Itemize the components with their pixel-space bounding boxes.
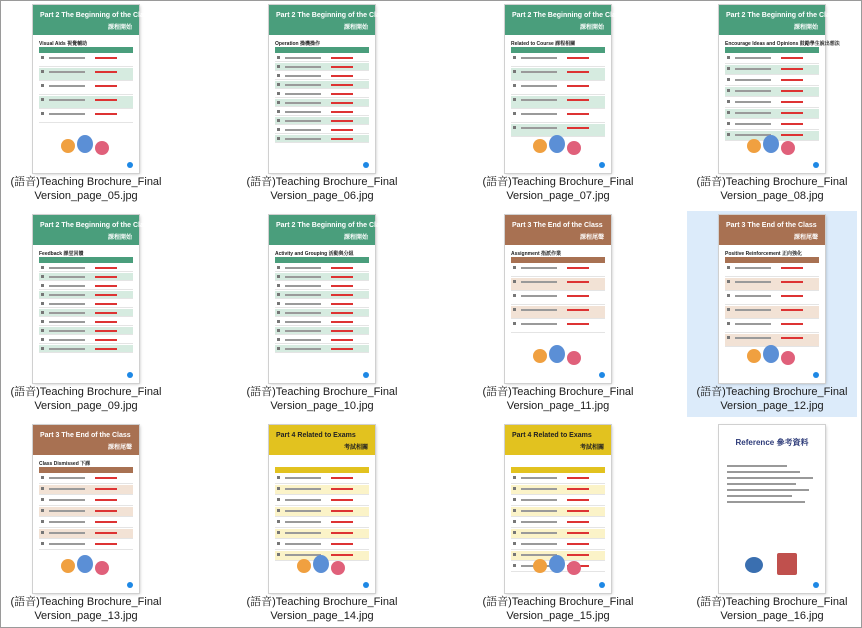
thumbnail-table-row	[275, 135, 369, 143]
page-badge-icon	[127, 162, 133, 168]
thumbnail-part-subtitle: 課程開始	[343, 235, 368, 241]
file-name-line1: (語音)Teaching Brochure_Final	[482, 596, 634, 608]
thumbnail-header	[269, 425, 375, 455]
thumbnail-table-row	[275, 117, 369, 125]
thumbnail-table	[511, 47, 605, 138]
file-name-line1: (語音)Teaching Brochure_Final	[696, 596, 848, 608]
thumbnail-table-row	[39, 54, 133, 67]
thumbnail-table-row	[275, 485, 369, 495]
thumbnail-title: Reference 參考資料	[735, 438, 809, 447]
thumbnail-part-title: Part 4 Related to Exams	[512, 432, 592, 439]
thumbnail-part-title: Part 2 The Beginning of the Class	[40, 222, 152, 229]
file-thumbnail[interactable]	[33, 5, 152, 173]
page-badge-icon	[363, 372, 369, 378]
thumbnail-table-row	[39, 336, 133, 344]
file-item[interactable]	[237, 211, 407, 417]
file-thumbnail[interactable]	[269, 425, 375, 593]
thumbnail-table-row	[275, 81, 369, 89]
thumbnail-header	[33, 425, 139, 455]
thumbnail-illustration	[57, 131, 115, 161]
thumbnail-table-row	[39, 82, 133, 95]
thumbnail-table-row	[39, 291, 133, 299]
file-thumbnail[interactable]	[269, 5, 388, 173]
file-name-line1: (語音)Teaching Brochure_Final	[246, 176, 398, 188]
thumbnail-header	[33, 215, 152, 245]
thumbnail-table-row	[275, 300, 369, 308]
file-item[interactable]	[1, 421, 171, 627]
file-name-label[interactable]	[237, 385, 407, 413]
thumbnail-table-header	[39, 47, 133, 53]
thumbnail-part-subtitle: 考試相關	[579, 445, 604, 451]
thumbnail-table-row	[511, 306, 605, 319]
thumbnail-table	[511, 257, 605, 334]
thumbnail-table-row	[275, 540, 369, 550]
page-badge-icon	[127, 582, 133, 588]
file-thumbnail[interactable]	[269, 215, 388, 383]
file-name-line1: (語音)Teaching Brochure_Final	[246, 386, 398, 398]
thumbnail-table-row	[275, 474, 369, 484]
thumbnail-text-lines	[727, 465, 817, 507]
thumbnail-table-row	[725, 120, 819, 130]
thumbnail-table-row	[275, 507, 369, 517]
file-name-line1: (語音)Teaching Brochure_Final	[482, 176, 634, 188]
thumbnail-header	[269, 215, 388, 245]
thumbnail-table-row	[275, 264, 369, 272]
thumbnail-table-row	[39, 496, 133, 506]
file-name-line2: Version_page_12.jpg	[720, 400, 824, 412]
file-name-line2: Version_page_11.jpg	[506, 400, 610, 412]
thumbnail-table-row	[275, 282, 369, 290]
thumbnail-table-row	[275, 496, 369, 506]
file-thumbnail[interactable]	[719, 425, 825, 593]
thumbnail-table-row	[511, 278, 605, 291]
page-badge-icon	[813, 162, 819, 168]
thumbnail-table-row	[39, 518, 133, 528]
thumbnail-table-row	[39, 273, 133, 281]
thumbnail-table	[39, 47, 133, 124]
thumbnail-table-row	[511, 82, 605, 95]
thumbnail-table-row	[275, 63, 369, 71]
thumbnail-illustration	[529, 131, 587, 161]
file-name-label[interactable]	[237, 595, 407, 623]
thumbnail-table-header	[511, 47, 605, 53]
thumbnail-table-row	[511, 496, 605, 506]
file-name-line1: (語音)Teaching Brochure_Final	[696, 386, 848, 398]
thumbnail-table-header	[275, 47, 369, 53]
file-item[interactable]	[1, 211, 171, 417]
file-name-label[interactable]	[1, 385, 171, 413]
thumbnail-table-row	[725, 87, 819, 97]
file-name-label[interactable]	[1, 595, 171, 623]
thumbnail-part-subtitle: 課程開始	[343, 25, 368, 31]
thumbnail-table-row	[275, 529, 369, 539]
thumbnail-table-header	[511, 257, 605, 263]
thumbnail-part-subtitle: 課程開始	[579, 25, 604, 31]
thumbnail-table-row	[39, 507, 133, 517]
thumbnail-illustration	[57, 551, 115, 581]
thumbnail-header	[269, 5, 388, 35]
file-thumbnail[interactable]	[33, 215, 152, 383]
file-name-line1: (語音)Teaching Brochure_Final	[482, 386, 634, 398]
thumbnail-illustration	[743, 341, 801, 371]
thumbnail-table-row	[275, 318, 369, 326]
thumbnail-table-row	[39, 68, 133, 81]
page-badge-icon	[599, 162, 605, 168]
thumbnail-table-row	[39, 345, 133, 353]
file-name-label[interactable]	[237, 175, 407, 203]
thumbnail-section-title: Operation 操機操作	[275, 41, 321, 47]
page-badge-icon	[813, 582, 819, 588]
thumbnail-table	[275, 257, 369, 354]
file-item[interactable]	[687, 421, 857, 627]
thumbnail-table-row	[275, 99, 369, 107]
thumbnail-part-subtitle: 課程尾聲	[793, 235, 818, 241]
file-name-label[interactable]	[473, 175, 643, 203]
file-item[interactable]	[473, 421, 643, 627]
thumbnail-table-row	[725, 54, 819, 64]
thumbnail-table	[275, 47, 369, 144]
thumbnail-table-row	[39, 540, 133, 550]
thumbnail-table-header	[511, 467, 605, 473]
page-badge-icon	[363, 162, 369, 168]
thumbnail-table-row	[511, 540, 605, 550]
thumbnail-table-row	[275, 327, 369, 335]
file-grid	[1, 1, 861, 627]
page-badge-icon	[599, 582, 605, 588]
thumbnail-section-title: Feedback 課堂回饋	[39, 251, 84, 257]
thumbnail-part-title: Part 2 The Beginning of the Class	[276, 12, 388, 19]
thumbnail-table-row	[275, 108, 369, 116]
page-badge-icon	[127, 372, 133, 378]
thumbnail-table-row	[275, 309, 369, 317]
thumbnail-table-header	[39, 467, 133, 473]
thumbnail-part-subtitle: 課程開始	[107, 25, 132, 31]
file-name-label[interactable]	[1, 175, 171, 203]
thumbnail-table-row	[511, 110, 605, 123]
thumbnail-table-row	[39, 96, 133, 109]
thumbnail-header	[505, 5, 624, 35]
file-item[interactable]	[473, 1, 643, 207]
thumbnail-table-row	[275, 90, 369, 98]
file-name-line2: Version_page_13.jpg	[34, 610, 138, 622]
file-name-label[interactable]	[687, 595, 857, 623]
file-name-line2: Version_page_05.jpg	[34, 190, 138, 202]
file-name-line2: Version_page_10.jpg	[270, 400, 374, 412]
thumbnail-table-row	[39, 474, 133, 484]
thumbnail-section-title: Encourage Ideas and Opinions 鼓勵學生說出想法	[725, 41, 840, 47]
thumbnail-table-row	[39, 110, 133, 123]
thumbnail-table-header	[275, 257, 369, 263]
thumbnail-table-row	[275, 336, 369, 344]
thumbnail-table-row	[511, 518, 605, 528]
thumbnail-table-row	[39, 282, 133, 290]
file-thumbnail[interactable]	[719, 5, 840, 173]
thumbnail-header	[33, 5, 152, 35]
thumbnail-part-subtitle: 課程開始	[107, 235, 132, 241]
file-name-line2: Version_page_09.jpg	[34, 400, 138, 412]
thumbnail-part-title: Part 3 The End of the Class	[40, 432, 131, 439]
thumbnail-section-title: Assignment 指派作業	[511, 251, 562, 257]
file-name-line1: (語音)Teaching Brochure_Final	[10, 386, 162, 398]
thumbnail-illustration	[743, 551, 801, 581]
thumbnail-illustration	[529, 341, 587, 371]
thumbnail-table	[39, 257, 133, 354]
thumbnail-table-row	[511, 529, 605, 539]
thumbnail-table	[275, 467, 369, 562]
thumbnail-table	[725, 257, 819, 348]
thumbnail-section-title: Positive Reinforcement 正向強化	[725, 251, 802, 257]
thumbnail-table-row	[725, 278, 819, 291]
thumbnail-table-header	[39, 257, 133, 263]
thumbnail-table-row	[275, 126, 369, 134]
file-item[interactable]	[237, 421, 407, 627]
file-thumbnail[interactable]	[505, 215, 611, 383]
thumbnail-table-header	[725, 47, 819, 53]
file-name-line1: (語音)Teaching Brochure_Final	[696, 176, 848, 188]
thumbnail-table-row	[511, 264, 605, 277]
thumbnail-table	[39, 467, 133, 551]
file-name-label[interactable]	[687, 175, 857, 203]
thumbnail-table-row	[725, 76, 819, 86]
thumbnail-table-row	[39, 300, 133, 308]
thumbnail-table-row	[511, 54, 605, 67]
file-name-line2: Version_page_14.jpg	[270, 610, 374, 622]
thumbnail-table-row	[511, 507, 605, 517]
file-name-line2: Version_page_15.jpg	[506, 610, 610, 622]
thumbnail-table-row	[39, 318, 133, 326]
thumbnail-table-row	[725, 292, 819, 305]
thumbnail-table-row	[275, 72, 369, 80]
thumbnail-table	[725, 47, 819, 142]
thumbnail-table-row	[725, 264, 819, 277]
thumbnail-table-row	[511, 68, 605, 81]
thumbnail-table-row	[39, 327, 133, 335]
thumbnail-table-row	[275, 54, 369, 62]
thumbnail-table-row	[725, 98, 819, 108]
thumbnail-part-title: Part 2 The Beginning of the Class	[512, 12, 624, 19]
thumbnail-table-row	[511, 485, 605, 495]
file-thumbnail[interactable]	[505, 425, 611, 593]
file-name-label[interactable]	[473, 385, 643, 413]
page-badge-icon	[813, 372, 819, 378]
thumbnail-table-row	[511, 474, 605, 484]
file-name-line2: Version_page_06.jpg	[270, 190, 374, 202]
file-item[interactable]	[473, 211, 643, 417]
thumbnail-table-row	[725, 320, 819, 333]
thumbnail-table-row	[725, 109, 819, 119]
file-thumbnail[interactable]	[33, 425, 139, 593]
thumbnail-table-row	[275, 345, 369, 353]
file-name-label[interactable]	[473, 595, 643, 623]
page-badge-icon	[363, 582, 369, 588]
thumbnail-header	[719, 5, 838, 35]
thumbnail-header	[505, 215, 611, 245]
file-item[interactable]	[687, 211, 857, 417]
thumbnail-header	[505, 425, 611, 455]
thumbnail-part-title: Part 2 The Beginning of the Class	[726, 12, 838, 19]
thumbnail-part-subtitle: 考試相關	[343, 445, 368, 451]
file-thumbnail[interactable]	[505, 5, 624, 173]
thumbnail-table-row	[275, 273, 369, 281]
thumbnail-table-row	[511, 292, 605, 305]
thumbnail-section-title: Activity and Grouping 活動與分組	[275, 251, 354, 257]
file-item[interactable]	[1, 1, 171, 207]
thumbnail-part-subtitle: 課程開始	[793, 25, 818, 31]
file-name-line1: (語音)Teaching Brochure_Final	[246, 596, 398, 608]
thumbnail-part-subtitle: 課程尾聲	[579, 235, 604, 241]
thumbnail-illustration	[743, 131, 801, 161]
thumbnail-table-row	[511, 320, 605, 333]
thumbnail-section-title: Related to Course 課程相關	[511, 41, 576, 47]
thumbnail-header	[719, 215, 825, 245]
thumbnail-table-header	[275, 467, 369, 473]
page-badge-icon	[599, 372, 605, 378]
thumbnail-table-row	[39, 309, 133, 317]
thumbnail-part-subtitle: 課程尾聲	[107, 445, 132, 451]
thumbnail-table-header	[725, 257, 819, 263]
thumbnail-table-row	[275, 291, 369, 299]
thumbnail-table-row	[39, 529, 133, 539]
thumbnail-part-title: Part 4 Related to Exams	[276, 432, 356, 439]
thumbnail-table-row	[39, 264, 133, 272]
file-name-line1: (語音)Teaching Brochure_Final	[10, 176, 162, 188]
thumbnail-illustration	[293, 551, 351, 581]
file-name-line2: Version_page_08.jpg	[720, 190, 824, 202]
thumbnail-section-title: Visual Aids 視覺輔助	[39, 41, 88, 47]
thumbnail-table-row	[725, 65, 819, 75]
file-name-line2: Version_page_07.jpg	[506, 190, 610, 202]
thumbnail-table-row	[275, 518, 369, 528]
file-name-line1: (語音)Teaching Brochure_Final	[10, 596, 162, 608]
file-name-label[interactable]	[687, 385, 857, 413]
thumbnail-table-row	[39, 485, 133, 495]
thumbnail-part-title: Part 2 The Beginning of the Class	[40, 12, 152, 19]
thumbnail-part-title: Part 3 The End of the Class	[726, 222, 817, 229]
thumbnail-illustration	[529, 551, 587, 581]
thumbnail-part-title: Part 2 The Beginning of the Class	[276, 222, 388, 229]
thumbnail-table-row	[725, 306, 819, 319]
file-item[interactable]	[237, 1, 407, 207]
thumbnail-section-title: Class Dismissed 下課	[39, 461, 91, 467]
file-thumbnail[interactable]	[719, 215, 825, 383]
thumbnail-table-row	[511, 96, 605, 109]
thumbnail-part-title: Part 3 The End of the Class	[512, 222, 603, 229]
file-name-line2: Version_page_16.jpg	[720, 610, 824, 622]
file-item[interactable]	[687, 1, 857, 207]
